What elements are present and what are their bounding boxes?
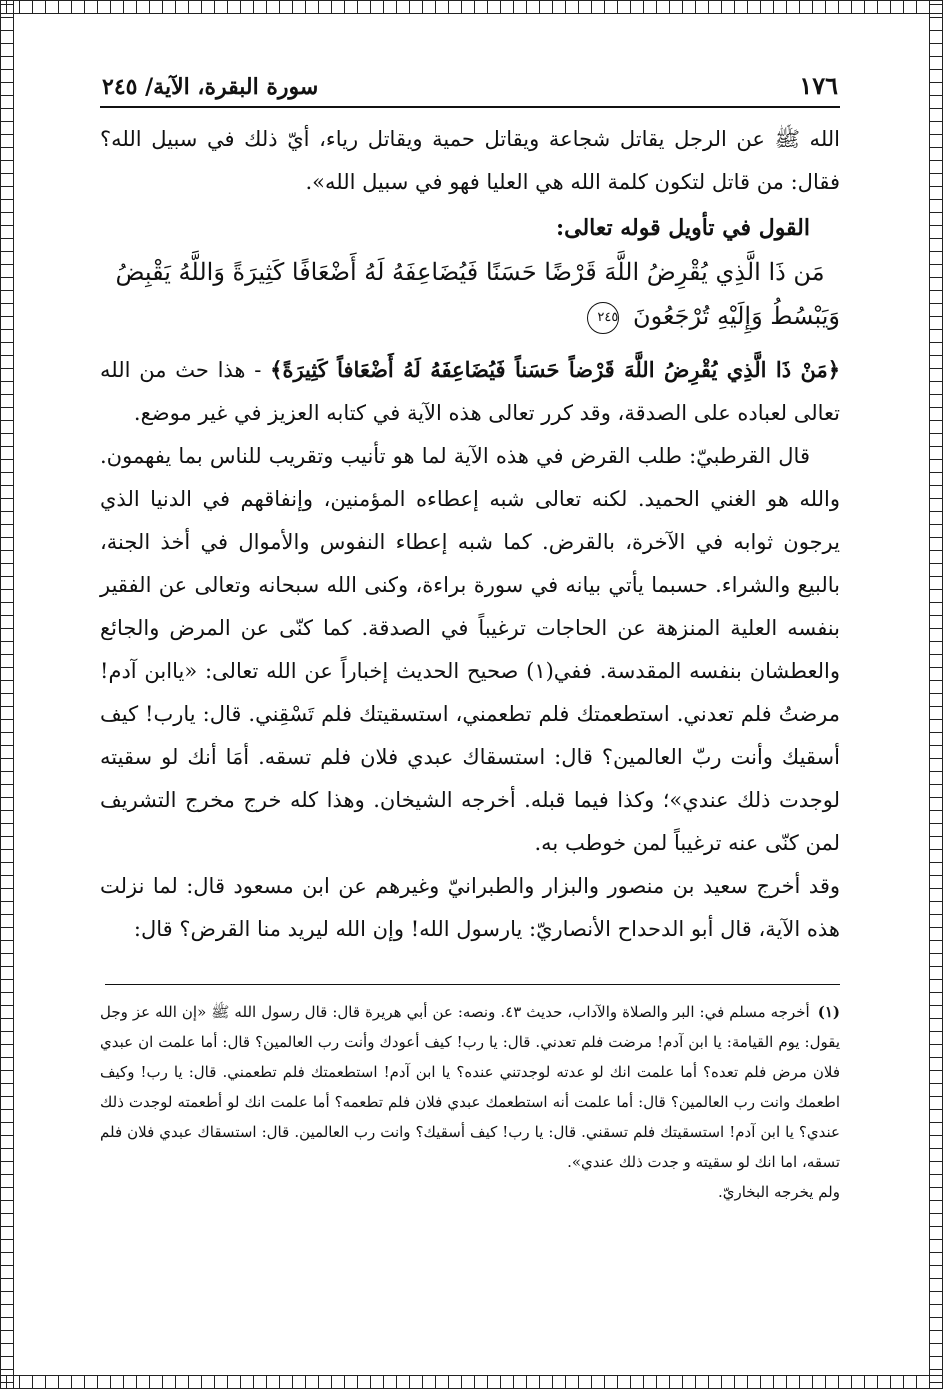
footnote-rule-wrap: [100, 951, 840, 970]
left-ornamental-border: [0, 0, 14, 1389]
footnote-number: (١): [817, 1003, 840, 1021]
footnote-separator: [105, 984, 840, 985]
page-content: [100, 60, 840, 1207]
footnote-note: ولم يخرجه البخاريّ.: [717, 1183, 840, 1201]
surah-title: سورة البقرة، الآية/ ٢٤٥: [102, 74, 319, 100]
verse-quote: ﴿مَنْ ذَا الَّذِي يُقْرِضُ اللَّهَ قَرْضاً حَسَناً فَيُضَاعِفَهُ لَهُ أَضْعَافاً كَثِيرَةً﴾: [270, 357, 840, 382]
commentary-paragraph-1: [100, 348, 840, 435]
section-heading: القول في تأويل قوله تعالى:: [556, 215, 810, 241]
verse-number-marker: ٢٤٥: [587, 302, 619, 334]
footnotes: [100, 997, 840, 1207]
bottom-ornamental-border: [0, 1375, 943, 1389]
intro-paragraph: الله ﷺ عن الرجل يقاتل شجاعة ويقاتل حمية ويقاتل رياء، أيّ ذلك في سبيل الله؟ فقال: من قاتل لتكون كلمة الله هي العليا فهو في سبيل الله».: [100, 127, 840, 194]
verse-text: مَن ذَا الَّذِي يُقْرِضُ اللَّهَ قَرْضًا حَسَنًا فَيُضَاعِفَهُ لَهُ أَضْعَافًا كَثِيرَةً وَاللَّهُ يَقْبِضُ وَيَبْسُطُ وَإِلَيْهِ تُرْجَعُونَ: [115, 258, 840, 330]
footnote-1: [100, 997, 840, 1177]
commentary-paragraph-2: قال القرطبيّ: طلب القرض في هذه الآية لما هو تأنيب وتقريب للناس بما يفهمون. والله هو الغني الحميد. لكنه تعالى شبه إعطاءه المؤمنين، وإنفاقهم في الدنيا الذي يرجون ثوابه في الآخرة، بالقرض. كما شبه إعطاء النفوس والأموال في أخذ الجنة، بالبيع والشراء. حسبما يأتي بيانه في سورة براءة، وكنى الله سبحانه وتعالى عن الفقير بنفسه العلية المنزهة عن الحاجات ترغيباً في الصدقة. كما كنّى عن المرض والجائع والعطشان بنفسه المقدسة. ففي(١) صحيح الحديث إخباراً عن الله تعالى: «ياابن آدم! مرضتُ فلم تعدني. استطعمتك فلم تطعمني، استسقيتك فلم تَسْقِني. قال: يارب! كيف أسقيك وأنت ربّ العالمين؟ قال: استسقاك عبدي فلان فلم تسقه. أمَا أنك لو سقيته لوجدت ذلك عندي»؛ وكذا فيما قبله. أخرجه الشيخان. وهذا كله خرج مخرج التشريف لمن كنّى عنه ترغيباً لمن خوطب به.: [100, 444, 840, 855]
quran-verse: [100, 250, 840, 338]
footnote-text: أخرجه مسلم في: البر والصلاة والآداب، حديث ٤٣. ونصه: عن أبي هريرة قال: قال رسول الله ﷺ «إن الله عز وجل يقول: يوم القيامة: يا ابن آدم! مرضت فلم تعدني. قال: يا رب! كيف أعودك وأنت رب العالمين؟ قال: أما علمت ان عبدي فلان مرض فلم تعده؟ أما علمت انك لو عدته لوجدتني عنده؟ يا ابن آدم! استطعمتك فلم تطعمني. قال: يا رب! وكيف اطعمك وانت رب العالمين؟ قال: أما علمت أنه استطعمك عبدي فلان فلم تطعمه؟ أما علمت انك لو أطعمته لوجدت ذلك عندي؟ يا ابن آدم! استسقيتك فلم تسقني. قال: يا رب! كيف أسقيك؟ وانت رب العالمين. قال: استسقاك عبدي فلان فلم تسقه، اما انك لو سقيته و جدت ذلك عندي».: [100, 1003, 840, 1171]
commentary-1-text: - هذا حث من الله تعالى لعباده على الصدقة، وقد كرر تعالى هذه الآية في كتابه العزيز في غير موضع.: [100, 358, 840, 425]
right-ornamental-border: [929, 0, 943, 1389]
page-number: ١٧٦: [799, 71, 838, 100]
commentary-paragraph-3: وقد أخرج سعيد بن منصور والبزار والطبرانيّ وغيرهم عن ابن مسعود قال: لما نزلت هذه الآية، قال أبو الدحداح الأنصاريّ: يارسول الله! وإن الله ليريد منا القرض؟ قال:: [100, 874, 840, 941]
main-text: [100, 118, 840, 951]
top-ornamental-border: [0, 0, 943, 14]
running-header: [100, 60, 840, 108]
